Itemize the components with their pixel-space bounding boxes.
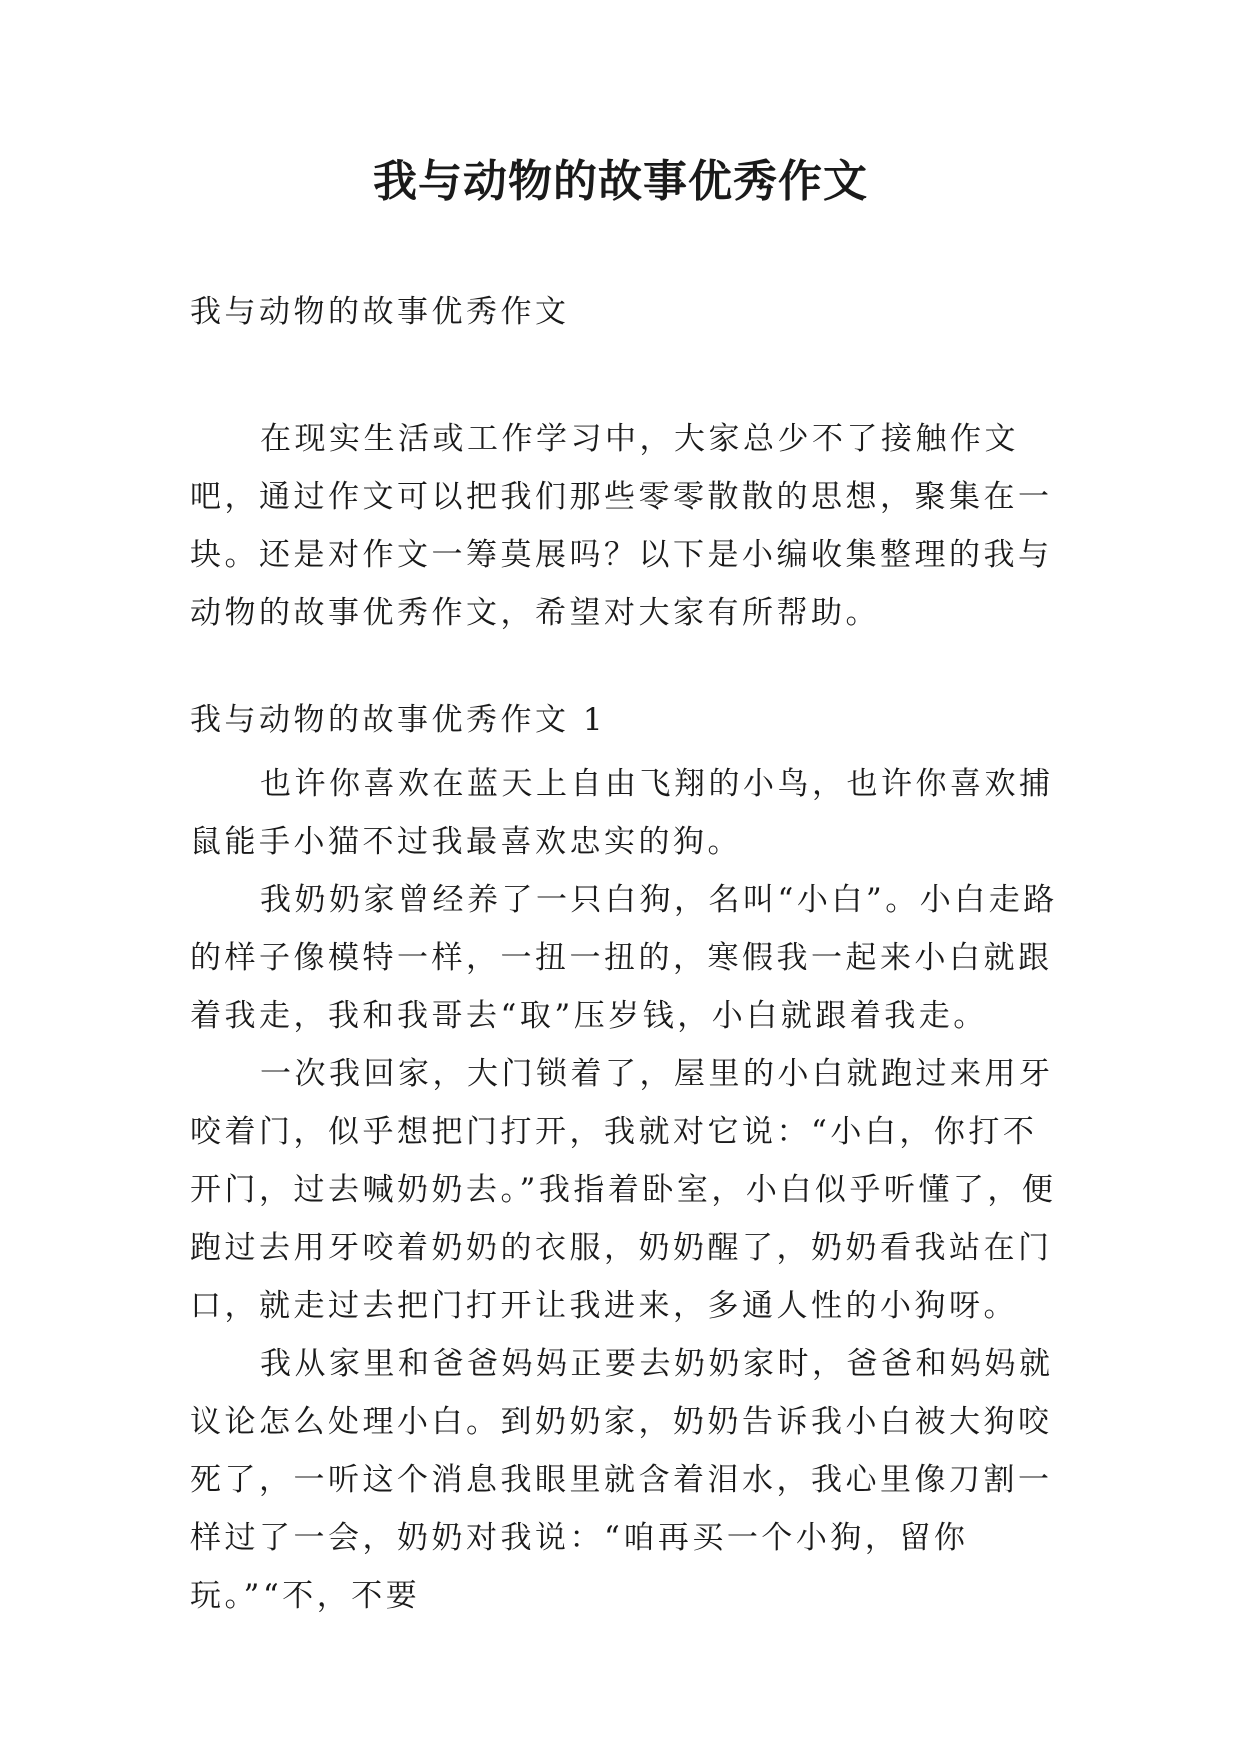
story-paragraph: 也许你喜欢在蓝天上自由飞翔的小鸟，也许你喜欢捕鼠能手小猫不过我最喜欢忠实的狗。 (190, 766, 1054, 860)
intro-paragraph: 在现实生活或工作学习中，大家总少不了接触作文吧，通过作文可以把我们那些零零散散的思想，聚集在一块。还是对作文一筹莫展吗？以下是小编收集整理的我与动物的故事优秀作文，希望对大家有所帮助。 (190, 421, 1053, 631)
story-body (190, 755, 1060, 1625)
document-subtitle: 我与动物的故事优秀作文 (190, 294, 570, 330)
story-paragraph: 一次我回家，大门锁着了，屋里的小白就跑过来用牙咬着门，似乎想把门打开，我就对它说：“小白，你打不开门，过去喊奶奶去。”我指着卧室，小白似乎听懂了，便跑过去用牙咬着奶奶的衣服，奶奶醒了，奶奶看我站在门口，就走过去把门打开让我进来，多通人性的小狗呀。 (190, 1056, 1057, 1324)
story-paragraph: 我从家里和爸爸妈妈正要去奶奶家时，爸爸和妈妈就议论怎么处理小白。到奶奶家，奶奶告诉我小白被大狗咬死了，一听这个消息我眼里就含着泪水，我心里像刀割一样过了一会，奶奶对我说：“咱再买一个小狗，留你玩。”“不，不要 (190, 1346, 1054, 1614)
document-title: 我与动物的故事优秀作文 (373, 156, 868, 207)
section-heading: 我与动物的故事优秀作文 1 (190, 702, 607, 738)
story-paragraph: 我奶奶家曾经养了一只白狗，名叫“小白”。小白走路的样子像模特一样，一扭一扭的，寒假我一起来小白就跟着我走，我和我哥去“取”压岁钱，小白就跟着我走。 (190, 882, 1058, 1034)
